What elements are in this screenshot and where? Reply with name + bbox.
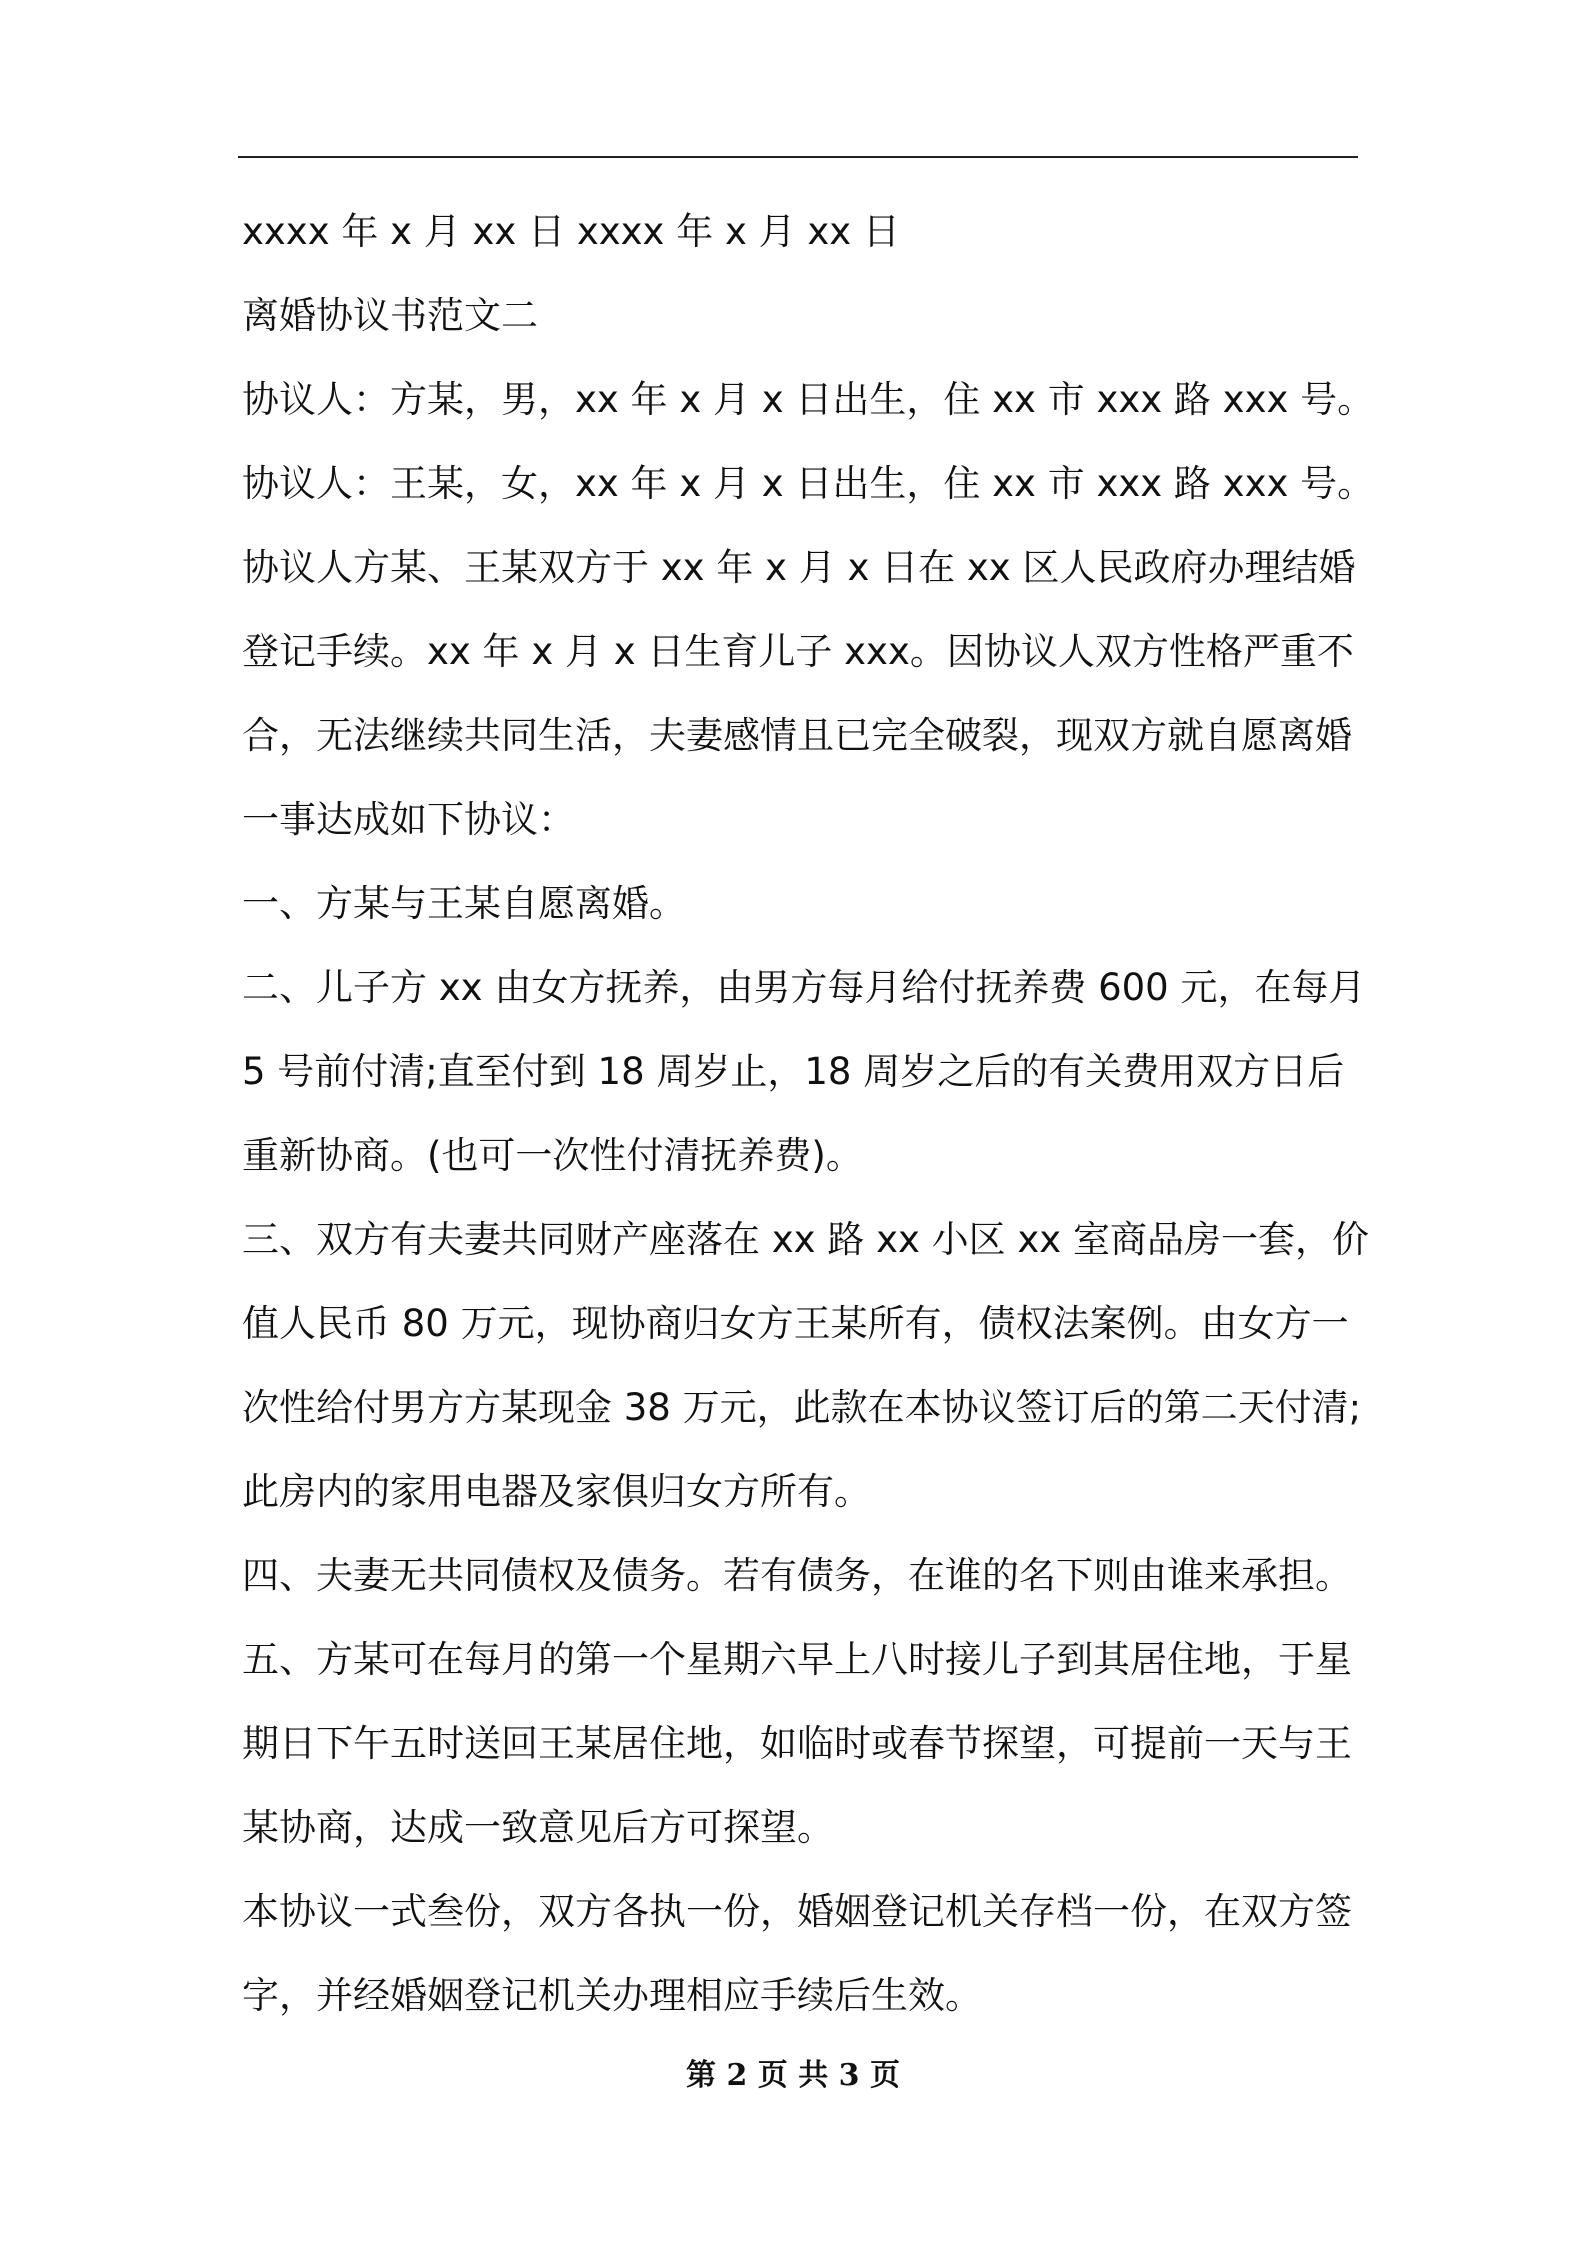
date-line: xxxx 年 x 月 xx 日 xxxx 年 x 月 xx 日: [242, 210, 900, 253]
text-line: 此房内的家用电器及家俱归女方所有。: [242, 1470, 871, 1513]
text-line: 字，并经婚姻登记机关办理相应手续后生效。: [242, 1974, 982, 2017]
text-line: 三、双方有夫妻共同财产座落在 xx 路 xx 小区 xx 室商品房一套，价: [242, 1218, 1369, 1261]
document-title: 离婚协议书范文二: [242, 294, 538, 337]
document-body: [242, 190, 1375, 2038]
text-line: 本协议一式叁份，双方各执一份，婚姻登记机关存档一份，在双方签: [242, 1890, 1352, 1933]
text-line: 四、夫妻无共同债权及债务。若有债务，在谁的名下则由谁来承担。: [242, 1554, 1352, 1597]
text-line: 协议人方某、王某双方于 xx 年 x 月 x 日在 xx 区人民政府办理结婚: [242, 546, 1356, 589]
text-line: 登记手续。xx 年 x 月 x 日生育儿子 xxx。因协议人双方性格严重不: [242, 630, 1354, 673]
text-line: 二、儿子方 xx 由女方抚养，由男方每月给付抚养费 600 元，在每月: [242, 966, 1366, 1009]
text-line: 期日下午五时送回王某居住地，如临时或春节探望，可提前一天与王: [242, 1722, 1352, 1765]
intro-paragraph: [242, 526, 1358, 862]
text-line: 值人民币 80 万元，现协商归女方王某所有，债权法案例。由女方一: [242, 1302, 1349, 1345]
text-line: 5 号前付清;直至付到 18 周岁止，18 周岁之后的有关费用双方日后: [242, 1050, 1345, 1093]
page-footer: [0, 2056, 1586, 2096]
text-line: 某协商，达成一致意见后方可探望。: [242, 1806, 834, 1849]
text-line: 五、方某可在每月的第一个星期六早上八时接儿子到其居住地，于星: [242, 1638, 1352, 1681]
clause-4: [242, 1534, 1358, 1618]
text-line: 一事达成如下协议：: [242, 798, 575, 841]
text-line: 合，无法继续共同生活，夫妻感情且已完全破裂，现双方就自愿离婚: [242, 714, 1352, 757]
closing-paragraph: [242, 1870, 1358, 2038]
header-rule: [238, 156, 1358, 158]
party-1: 协议人：方某，男，xx 年 x 月 x 日出生，住 xx 市 xxx 路 xxx 号。: [242, 378, 1375, 421]
text-line: 一、方某与王某自愿离婚。: [242, 882, 686, 925]
party-2: 协议人：王某，女，xx 年 x 月 x 日出生，住 xx 市 xxx 路 xxx 号。: [242, 462, 1375, 505]
clause-2: [242, 946, 1366, 1198]
clause-3: [242, 1198, 1369, 1534]
clause-1: [242, 862, 1358, 946]
page-indicator: 第 2 页 共 3 页: [686, 2058, 900, 2093]
text-line: 重新协商。(也可一次性付清抚养费)。: [242, 1134, 863, 1177]
text-line: 次性给付男方方某现金 38 万元，此款在本协议签订后的第二天付清;: [242, 1386, 1362, 1429]
clause-5: [242, 1618, 1358, 1870]
